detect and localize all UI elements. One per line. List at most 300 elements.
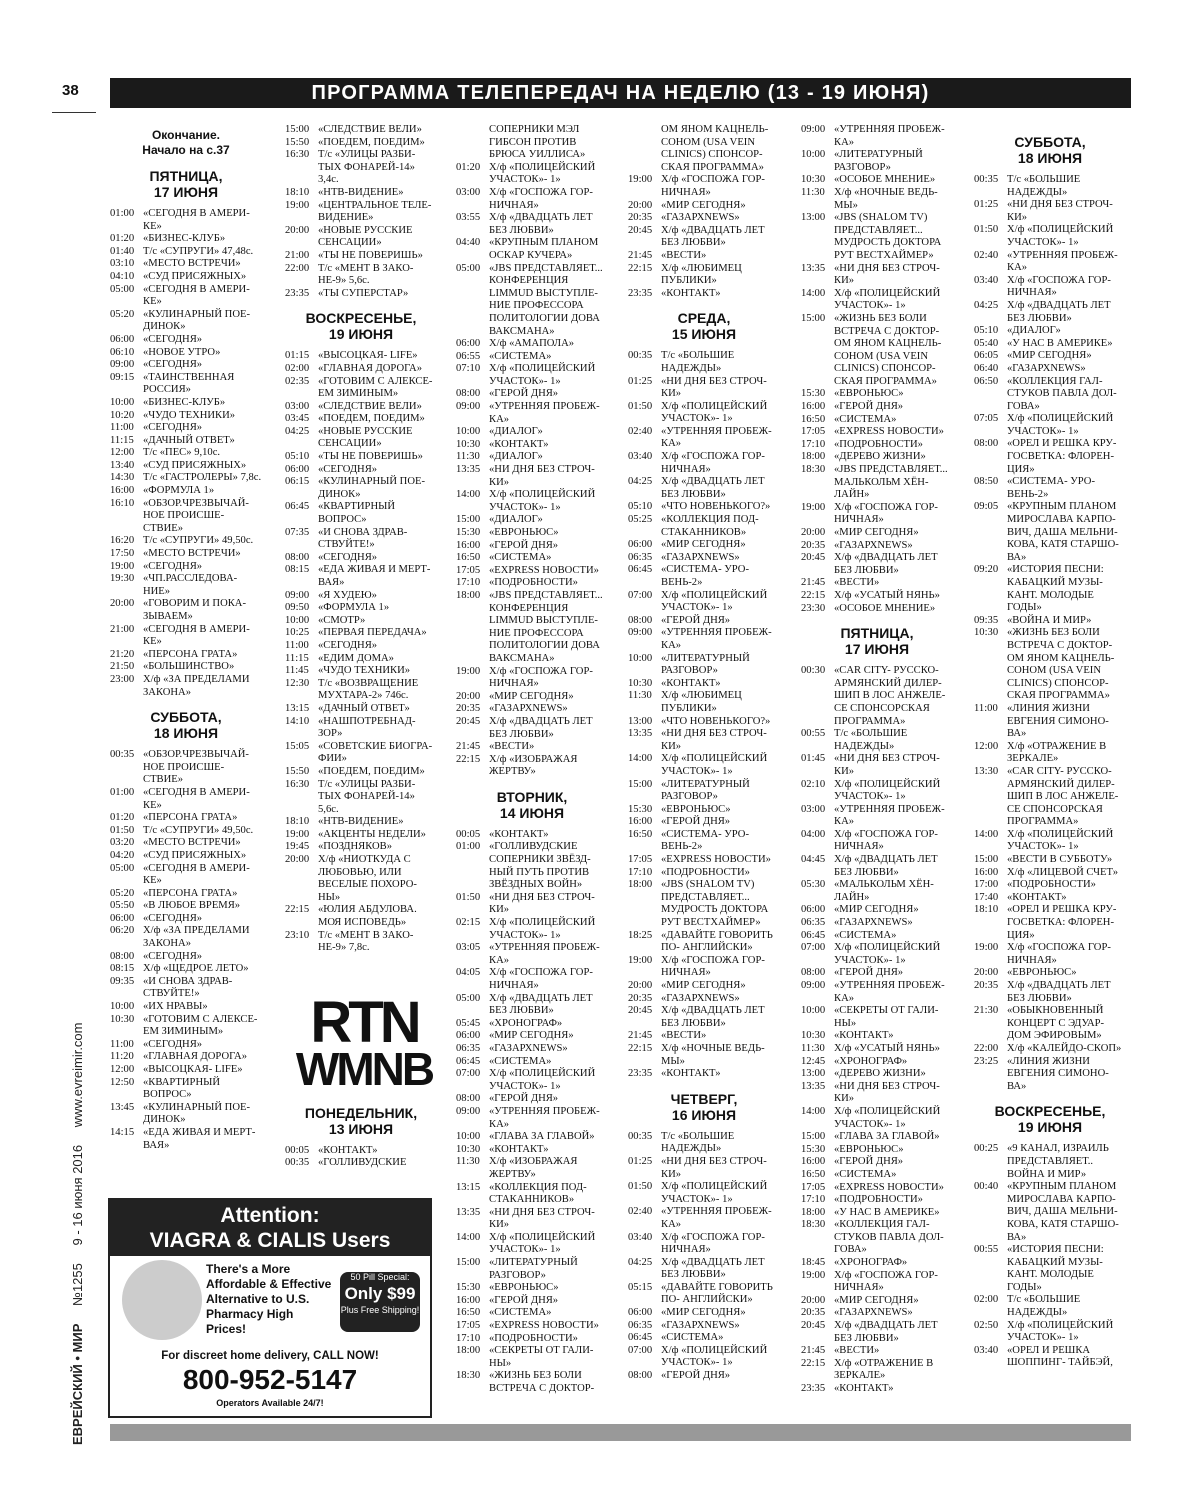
- listing-time: 23:35: [628, 287, 653, 299]
- listing-time: 22:15: [628, 262, 653, 274]
- listing-item: [285, 263, 437, 288]
- listing-item: [110, 963, 262, 976]
- listing-time: 13:15: [285, 702, 310, 714]
- listing-item: [285, 829, 437, 842]
- listing-title: «9 КАНАЛ, ИЗРАИЛЬ ПРЕДСТАВЛЯЕТ.. ВОЙНА И МИР»: [1007, 1143, 1109, 1180]
- listing-item: [628, 451, 780, 476]
- listing-item: [801, 1295, 953, 1308]
- listing-item: [285, 476, 437, 501]
- listing-title: «МЕСТО ВСТРЕЧИ»: [143, 837, 241, 849]
- listing-time: 06:00: [285, 463, 310, 475]
- listing-item: [110, 850, 262, 863]
- listing-item: [456, 1093, 608, 1106]
- listing-title: «КВАРТИРНЫЙ ВОПРОС»: [318, 501, 395, 526]
- listing-time: 13:00: [801, 1068, 826, 1080]
- listing-title: Х/ф «ПОЛИЦЕЙСКИЙ УЧАСТОК»- 1»: [1007, 413, 1114, 437]
- listing-title: «ПЕРВАЯ ПЕРЕДАЧА»: [318, 627, 427, 639]
- listing-title: «ФОРМУЛА 1»: [318, 602, 390, 614]
- listing-time: 01:15: [285, 350, 310, 362]
- listing-time: 13:35: [801, 1080, 826, 1092]
- listing-title: «ДЕРЕВО ЖИЗНИ»: [834, 451, 926, 463]
- listing-title: «ПОДРОБНОСТИ»: [1007, 879, 1096, 891]
- listing-time: 12:00: [110, 447, 135, 459]
- listing-title: «СМОТР»: [318, 614, 366, 626]
- listing-title: Т/с «УЛИЦЫ РАЗБИ-ТЫХ ФОНАРЕЙ-14» 5,6с.: [318, 778, 416, 815]
- listing-time: 01:50: [628, 400, 653, 412]
- listing-title: «НОВОЕ УТРО»: [143, 346, 221, 358]
- listing-item: [110, 837, 262, 850]
- listing-item: [456, 716, 608, 741]
- listing-item: [456, 967, 608, 992]
- listing-time: 20:35: [456, 703, 481, 715]
- listing-time: 20:00: [285, 224, 310, 236]
- listing-time: 21:45: [801, 1345, 826, 1357]
- listing-time: 22:15: [628, 1042, 653, 1054]
- listing-title: «УТРЕННЯЯ ПРОБЕЖ-КА»: [1007, 249, 1118, 274]
- listing-title: Х/ф «НОЧНЫЕ ВЕДЬ-МЫ»: [834, 186, 938, 211]
- listing-time: 06:00: [110, 333, 135, 345]
- ad-phone[interactable]: 800-952-5147: [182, 1364, 358, 1395]
- listing-title: Х/ф «ГОСПОЖА ГОР-НИЧНАЯ»: [661, 451, 765, 475]
- listing-time: 08:15: [110, 963, 135, 975]
- listing-item: [801, 1320, 953, 1345]
- listing-item: [974, 476, 1126, 501]
- listing-title: «УТРЕННЯЯ ПРОБЕЖ-КА»: [489, 401, 600, 425]
- listing-title: «ЕВРОНЬЮС»: [834, 1143, 904, 1155]
- listing-title: «ХРОНОГРАФ»: [489, 1017, 563, 1029]
- listing-item: [628, 1332, 780, 1345]
- listing-item: [801, 527, 953, 540]
- listing-title: «НИ ДНЯ БЕЗ СТРОЧ-КИ»: [834, 1080, 940, 1105]
- listing-time: 02:40: [628, 1206, 653, 1218]
- listing-time: 00:05: [285, 1144, 310, 1156]
- listing-title: «ГАЗАРХNEWS»: [489, 703, 568, 715]
- listing-time: 19:30: [110, 573, 135, 585]
- listing-title: «ЛИТЕРАТУРНЫЙ РАЗГОВОР»: [834, 149, 923, 173]
- listing-time: 16:00: [456, 539, 481, 551]
- listing-time: 22:15: [456, 753, 481, 765]
- listing-time: 13:30: [974, 765, 999, 777]
- listing-title: «КУЛИНАРНЫЙ ПОЕ-ДИНОК»: [143, 1101, 250, 1126]
- listing-title: «ВЫСОЦКАЯ- LIFE»: [143, 1064, 243, 1075]
- listing-time: 18:30: [801, 464, 826, 476]
- listing-title: «ОРЕЛ И РЕШКА ШОППИНГ- ТАЙБЭЙ,: [1007, 1344, 1113, 1369]
- listing-item: [628, 1181, 780, 1206]
- listing-item: [285, 225, 437, 250]
- listing-item: [110, 661, 262, 674]
- listing-title: Х/ф «ПОЛИЦЕЙСКИЙ УЧАСТОК»- 1»: [661, 1344, 768, 1369]
- listing-title: «ХРОНОГРАФ»: [834, 1055, 908, 1067]
- listing-time: 22:15: [285, 904, 310, 916]
- listing-title: «ТАИНСТВЕННАЯ РОССИЯ»: [143, 371, 235, 396]
- listing-title: «И СНОВА ЗДРАВ-СТВУЙТЕ!»: [143, 975, 233, 1000]
- listing-time: 06:35: [456, 1042, 481, 1054]
- listing-title: «УТРЕННЯЯ ПРОБЕЖ-КА»: [834, 803, 945, 828]
- listing-title: Х/ф «ДВАДЦАТЬ ЛЕТ БЕЗ ЛЮБВИ»: [661, 476, 765, 500]
- listing-item: [456, 754, 608, 779]
- listing-time: 16:50: [628, 828, 653, 840]
- listing-time: 01:20: [110, 233, 135, 245]
- listing-time: 05:45: [456, 1017, 481, 1029]
- listing-title: «КВАРТИРНЫЙ ВОПРОС»: [143, 1076, 220, 1101]
- listing-title: «СИСТЕМА- УРО-ВЕНЬ-2»: [1007, 476, 1095, 500]
- listing-time: 01:25: [628, 1155, 653, 1167]
- listing-time: 08:00: [628, 614, 653, 626]
- listing-item: [110, 485, 262, 498]
- listing-item: [110, 233, 262, 246]
- listing-item: [110, 925, 262, 950]
- listing-time: 18:10: [974, 904, 999, 916]
- listing-title: Х/ф «ПОЛИЦЕЙСКИЙ УЧАСТОК»- 1»: [661, 400, 768, 425]
- listing-item: [456, 1345, 608, 1370]
- listing-title: Х/ф «ДВАДЦАТЬ ЛЕТ БЕЗ ЛЮБВИ»: [661, 1005, 765, 1029]
- listing-time: 17:10: [801, 1194, 826, 1206]
- listing-item: [801, 1270, 953, 1295]
- listing-time: 20:00: [110, 598, 135, 610]
- listing-time: 06:05: [974, 350, 999, 362]
- listing-item: [285, 602, 437, 615]
- listing-time: 18:00: [801, 451, 826, 463]
- listing-time: 10:30: [801, 174, 826, 186]
- listing-title: «ДАЧНЫЙ ОТВЕТ»: [318, 702, 410, 714]
- listing-title: «ОСОБОЕ МНЕНИЕ»: [834, 174, 936, 186]
- listing-time: 05:00: [456, 262, 481, 274]
- listing-item: [285, 841, 437, 854]
- listing-title: «МИР СЕГОДНЯ»: [834, 1294, 919, 1306]
- listing-time: 18:00: [628, 879, 653, 891]
- listing-item: [110, 472, 262, 485]
- listing-time: 11:00: [110, 422, 134, 434]
- issue-dates: 9 - 16 июня 2016: [70, 1144, 85, 1246]
- listing-title: Х/ф «ГОСПОЖА ГОР-НИЧНАЯ»: [834, 501, 938, 526]
- listing-time: 10:00: [456, 426, 481, 438]
- listing-item: [801, 1106, 953, 1131]
- listing-item: [285, 590, 437, 603]
- listing-item: [285, 426, 437, 451]
- listing-time: 20:00: [628, 980, 653, 991]
- listing-title: «ГОТОВИМ С АЛЕКСЕ-ЕМ ЗИМИНЫМ»: [318, 375, 433, 400]
- listing-item: [456, 540, 608, 553]
- listing-title: «ПЕРСОНА ГРАТА»: [143, 887, 238, 899]
- listing-title: Х/ф «ГОСПОЖА ГОР-НИЧНАЯ»: [489, 186, 593, 211]
- day-heading: ПОНЕДЕЛЬНИК, 13 ИЮНЯ: [304, 1104, 418, 1137]
- listing-title: «НИ ДНЯ БЕЗ СТРОЧ-КИ»: [834, 262, 940, 287]
- footer-bar: [110, 1424, 1131, 1441]
- listing-time: 10:00: [801, 149, 826, 161]
- listing-item: [456, 1030, 608, 1043]
- listing-title: Х/ф «ЗА ПРЕДЕЛАМИ ЗАКОНА»: [143, 925, 250, 950]
- listing-time: 06:00: [110, 912, 135, 924]
- listing-time: 07:05: [974, 413, 999, 425]
- listing-time: 01:40: [110, 245, 135, 257]
- listing-title: «СЕГОДНЯ В АМЕРИ-КЕ»: [143, 283, 250, 308]
- listing-time: 12:50: [110, 1076, 135, 1088]
- listing-item: [628, 1131, 780, 1156]
- listing-item: [285, 779, 437, 817]
- listing-title: «СЕГОДНЯ В АМЕРИ-КЕ»: [143, 786, 250, 811]
- listing-time: 21:30: [974, 1005, 999, 1017]
- listing-item: [801, 1030, 953, 1043]
- listing-title: «КОНТАКТ»: [1007, 891, 1067, 903]
- listing-item: [974, 250, 1126, 275]
- listing-title: Х/ф «ДВАДЦАТЬ ЛЕТ БЕЗ ЛЮБВИ»: [661, 1256, 765, 1281]
- listing-item: [110, 863, 262, 888]
- listing-time: 16:00: [628, 816, 653, 828]
- listing-title: Х/ф «ГОСПОЖА ГОР-НИЧНАЯ»: [1007, 274, 1111, 299]
- listing-time: 18:00: [456, 1345, 481, 1357]
- listing-time: 01:25: [974, 199, 999, 211]
- listing-title: «АКЦЕНТЫ НЕДЕЛИ»: [318, 828, 426, 840]
- listing-time: 06:45: [801, 929, 826, 941]
- listing-item: [628, 829, 780, 854]
- day-heading: ПЯТНИЦА, 17 ИЮНЯ: [149, 168, 223, 200]
- listing-time: 09:00: [801, 124, 826, 135]
- listing-item: [285, 464, 437, 477]
- listing-item: [801, 917, 953, 930]
- listing-item: [801, 804, 953, 829]
- listing-title: Х/ф «ГОСПОЖА ГОР-НИЧНАЯ»: [661, 1231, 765, 1256]
- listing-title: «КОЛЛЕКЦИЯ ГАЛ-СТУКОВ ПАВЛА ДОЛ-ГОВА»: [834, 1219, 944, 1256]
- listing-time: 07:35: [285, 526, 310, 538]
- listing-item: [285, 552, 437, 565]
- listing-title: «УТРЕННЯЯ ПРОБЕЖ-КА»: [489, 942, 600, 966]
- listing-item: [974, 275, 1126, 300]
- listing-item: [285, 413, 437, 426]
- listing-time: 09:00: [285, 589, 310, 601]
- listing-title: «ГАЗАРХNEWS»: [1007, 362, 1086, 374]
- listing-item: [974, 627, 1126, 703]
- listing-title: «ГЕРОЙ ДНЯ»: [489, 388, 559, 400]
- listing-title: «JBS ПРЕДСТАВЛЯЕТ... МАЛЬКОЛЬМ ХЁН-ЛАЙН»: [834, 464, 948, 501]
- listing-item: [628, 212, 780, 225]
- listing-title: «ПЕРСОНА ГРАТА»: [143, 812, 238, 824]
- listing-time: 20:45: [628, 1005, 653, 1017]
- listing-title: «ЧТО НОВЕНЬКОГО?»: [661, 715, 771, 727]
- listing-item: [628, 1257, 780, 1282]
- listing-time: 00:35: [285, 1157, 310, 1169]
- listing-item: [456, 1207, 608, 1232]
- listing-item: [801, 1182, 953, 1195]
- listing-item: [974, 942, 1126, 967]
- listing-title: Х/ф «ПОЛИЦЕЙСКИЙ УЧАСТОК»- 1»: [661, 589, 768, 614]
- listing-item: [628, 225, 780, 250]
- ad-price-badge: [340, 1272, 420, 1332]
- listing-time: 01:25: [628, 375, 653, 387]
- listing-item: [801, 980, 953, 1005]
- listing-time: 15:30: [628, 803, 653, 815]
- listing-title: «ДАВАЙТЕ ГОВОРИТЬ ПО- АНГЛИЙСКИ»: [661, 1281, 773, 1306]
- listing-time: 21:45: [456, 741, 481, 753]
- listing-item: [456, 388, 608, 401]
- listing-item: [456, 565, 608, 578]
- listing-item: [110, 284, 262, 309]
- listing-time: 22:15: [801, 589, 826, 601]
- listing-title: «ЧТО НОВЕНЬКОГО?»: [661, 501, 771, 513]
- listing-title: «КОЛЛЕКЦИЯ ПОД-СТАКАННИКОВ»: [489, 1181, 587, 1206]
- listing-title: «EXPRESS НОВОСТИ»: [489, 564, 599, 576]
- listing-item: [285, 716, 437, 741]
- listing-title: «ПЕРСОНА ГРАТА»: [143, 648, 238, 660]
- listing-item: [110, 397, 262, 410]
- listing-item: [110, 1039, 262, 1052]
- listing-time: 05:30: [801, 879, 826, 891]
- listing-title: Т/с «МЕНТ В ЗАКО-НЕ-9» 5,6с.: [318, 262, 414, 287]
- listing-time: 08:00: [628, 1370, 653, 1382]
- listing-time: 02:10: [801, 778, 826, 790]
- listing-item: [801, 540, 953, 553]
- listing-title: «СИСТЕМА»: [489, 1307, 552, 1319]
- listing-item: [285, 187, 437, 200]
- listing-time: 23:35: [285, 287, 310, 299]
- listing-title: «СЕКРЕТЫ ОТ ГАЛИ-НЫ»: [489, 1345, 594, 1369]
- listing-title: Х/ф «ОТРАЖЕНИЕ В ЗЕРКАЛЕ»: [1007, 740, 1107, 765]
- listing-time: 11:15: [285, 652, 309, 664]
- listing-title: «СЕКРЕТЫ ОТ ГАЛИ-НЫ»: [834, 1005, 939, 1029]
- listing-title: «ЦЕНТРАЛЬНОЕ ТЕЛЕ-ВИДЕНИЕ»: [318, 199, 432, 224]
- listing-title: «CAR CITY- РУССКО-АРМЯНСКИЙ ДИЛЕР-ШИП В ЛОС АНЖЕЛЕ-СЕ СПОНСОРСКАЯ ПРОГРАММА»: [834, 665, 946, 727]
- listing-item: [628, 879, 780, 929]
- listing-item: [628, 1320, 780, 1333]
- listing-item: [628, 728, 780, 753]
- listing-title: «НИ ДНЯ БЕЗ СТРОЧ-КИ»: [661, 375, 767, 400]
- listing-title: «ЕВРОНЬЮС»: [489, 1282, 559, 1294]
- listing-time: 17:10: [456, 1332, 481, 1344]
- listing-item: [628, 1370, 780, 1383]
- listing-time: 23:25: [974, 1055, 999, 1067]
- listing-item: [628, 250, 780, 263]
- listing-item: [628, 816, 780, 829]
- listing-item: [456, 514, 608, 527]
- listing-item: [974, 741, 1126, 766]
- listing-item: [110, 347, 262, 360]
- listing-time: 06:00: [801, 904, 826, 916]
- listing-item: [456, 363, 608, 388]
- listing-item: [974, 363, 1126, 376]
- listing-time: 02:00: [974, 1294, 999, 1306]
- listing-title: «МИР СЕГОДНЯ»: [661, 1307, 746, 1319]
- listing-title: Х/ф «ПОЛИЦЕЙСКИЙ УЧАСТОК»- 1»: [1007, 224, 1114, 248]
- listing-time: 05:15: [628, 1281, 653, 1293]
- listing-title: Т/с «СУПРУГИ» 49,50с.: [143, 824, 254, 836]
- listing-time: 05:10: [285, 451, 310, 463]
- listing-title: «ДИАЛОГ»: [489, 514, 543, 526]
- listing-item: [801, 1194, 953, 1207]
- ad-title-2: VIAGRA & CIALIS Users: [149, 1229, 391, 1252]
- listing-time: 03:40: [628, 1231, 653, 1243]
- listing-item: [628, 590, 780, 615]
- listing-title: «КОНТАКТ»: [489, 438, 549, 450]
- listing-title: «ВЕСТИ»: [834, 577, 880, 589]
- listing-time: 03:10: [110, 258, 135, 270]
- listing-time: 07:00: [628, 1344, 653, 1356]
- listing-title: «КОЛЛЕКЦИЯ ГАЛ-СТУКОВ ПАВЛА ДОЛ-ГОВА»: [1007, 375, 1117, 412]
- listing-time: 11:30: [456, 451, 480, 463]
- listing-title: «ГАЗАРХNEWS»: [661, 212, 740, 224]
- listing-time: 15:05: [285, 740, 310, 752]
- listing-item: [456, 263, 608, 339]
- listing-title: «СЕГОДНЯ В АМЕРИ-КЕ»: [143, 623, 250, 648]
- listing-title: «НИ ДНЯ БЕЗ СТРОЧ-КИ»: [1007, 199, 1113, 223]
- page-title: ПРОГРАММА ТЕЛЕПЕРЕДАЧ НА НЕДЕЛЮ (13 - 19 ИЮНЯ): [110, 78, 1131, 108]
- listing-item: [456, 1370, 608, 1395]
- listing-time: 15:00: [628, 778, 653, 790]
- schedule-column-3: [456, 124, 608, 1396]
- listing-item: [974, 376, 1126, 414]
- day-heading: СУББОТА, 18 ИЮНЯ: [150, 709, 222, 742]
- listing-time: 10:20: [110, 409, 135, 421]
- listing-item: [110, 334, 262, 347]
- listing-time: 11:00: [974, 702, 998, 714]
- listing-title: «СИСТЕМА»: [834, 413, 897, 425]
- listing-item: [285, 564, 437, 589]
- listing-time: 09:00: [628, 627, 653, 639]
- listing-time: 07:10: [456, 363, 481, 375]
- listing-time: 15:00: [456, 1257, 481, 1269]
- listing-title: Х/ф «УСАТЫЙ НЯНЬ»: [834, 1042, 940, 1054]
- day-heading: СРЕДА, 15 ИЮНЯ: [671, 310, 737, 343]
- listing-title: «ЕДА ЖИВАЯ И МЕРТ-ВАЯ»: [318, 564, 431, 588]
- listing-item: [628, 1307, 780, 1320]
- listing-title: Х/ф «ПОЛИЦЕЙСКИЙ УЧАСТОК»- 1»: [489, 1231, 596, 1256]
- listing-item: [110, 271, 262, 284]
- listing-time: 02:00: [285, 362, 310, 374]
- listing-item: [110, 1064, 262, 1077]
- listing-title: Х/ф «ДВАДЦАТЬ ЛЕТ БЕЗ ЛЮБВИ»: [489, 992, 593, 1017]
- ad-couple-photo-icon: [122, 1260, 202, 1340]
- listing-item: [285, 1145, 437, 1158]
- website[interactable]: www.evreimir.com: [70, 1022, 85, 1128]
- listing-time: 08:00: [456, 1093, 481, 1105]
- listing-time: 07:00: [801, 942, 826, 954]
- listing-item: [456, 1320, 608, 1333]
- listing-time: 05:10: [628, 501, 653, 513]
- listing-time: 01:00: [110, 786, 135, 798]
- listing-time: 13:35: [628, 728, 653, 740]
- listing-title: «МИР СЕГОДНЯ»: [661, 539, 746, 551]
- listing-item: [285, 816, 437, 829]
- listing-title: «НАШПОТРЕБНАД-ЗОР»: [318, 715, 416, 740]
- listing-time: 05:00: [456, 992, 481, 1004]
- listing-time: 03:55: [456, 212, 481, 224]
- listing-time: 09:15: [110, 371, 135, 383]
- listing-time: 10:30: [628, 677, 653, 689]
- listing-item: [974, 867, 1126, 880]
- listing-time: 09:50: [285, 602, 310, 614]
- listing-title: «СИСТЕМА- УРО-ВЕНЬ-2»: [661, 828, 749, 853]
- listing-time: 20:00: [974, 967, 999, 979]
- listing-time: 08:15: [285, 564, 310, 576]
- listing-title: «СИСТЕМА»: [834, 929, 897, 941]
- listing-time: 01:20: [456, 161, 481, 173]
- listing-item: [110, 900, 262, 913]
- listing-item: [628, 779, 780, 804]
- listing-time: 10:30: [456, 1143, 481, 1155]
- listing-time: 14:00: [801, 1105, 826, 1117]
- listing-time: 14:00: [974, 828, 999, 840]
- listing-time: 13:40: [110, 459, 135, 471]
- listing-item: [974, 766, 1126, 829]
- listing-item: [974, 854, 1126, 867]
- listing-item: [456, 451, 608, 464]
- listing-time: 11:45: [285, 665, 309, 677]
- listing-time: 08:50: [974, 476, 999, 488]
- viagra-ad[interactable]: [108, 1198, 432, 1418]
- listing-time: 04:10: [110, 270, 135, 282]
- listing-item: [628, 514, 780, 539]
- listing-item: [801, 728, 953, 753]
- listing-title: «ОСОБОЕ МНЕНИЕ»: [834, 602, 936, 614]
- listing-title: «МЕСТО ВСТРЕЧИ»: [143, 258, 241, 270]
